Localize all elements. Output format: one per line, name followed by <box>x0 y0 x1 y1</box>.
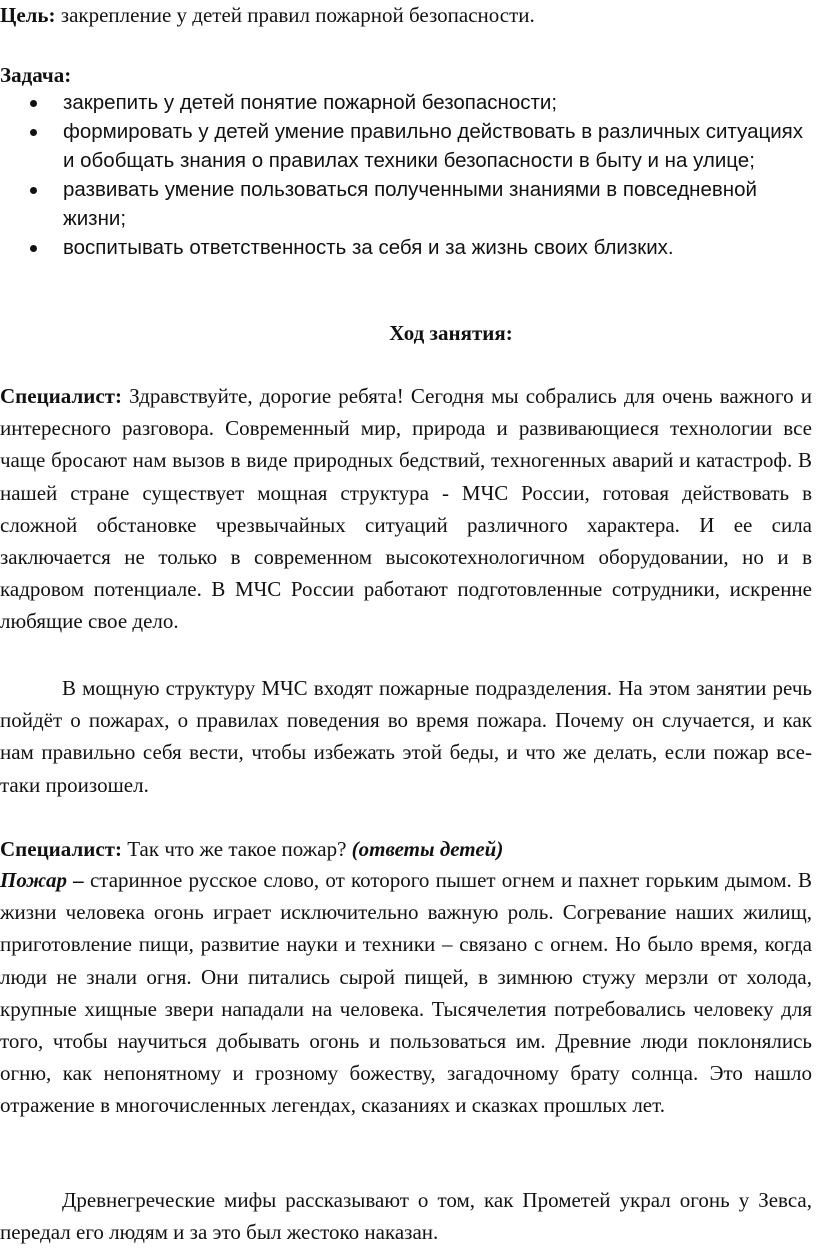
answer-note: (ответы детей) <box>351 837 504 861</box>
bullet-icon <box>30 100 37 107</box>
task-list-item <box>0 233 816 262</box>
paragraph-question <box>0 833 812 865</box>
task-label: Задача: <box>0 63 72 87</box>
speaker-label: Специалист: <box>0 384 122 408</box>
paragraph-fire-definition <box>0 864 812 1122</box>
paragraph-prometheus <box>0 1184 812 1248</box>
paragraph-text <box>0 833 812 865</box>
bullet-icon <box>30 245 37 252</box>
goal-text: закрепление у детей правил пожарной безопасности. <box>55 3 535 27</box>
paragraph-intro <box>0 380 812 638</box>
paragraph-body: В мощную структуру МЧС входят пожарные подразделения. На этом занятии речь пойдёт о пожарах, о правилах поведения во время пожара. Почему он случается, и как нам правильно себя вести, чтобы избежать этой беды, и что же делать, если пожар все-таки произошел. <box>0 676 812 797</box>
paragraph-text <box>0 380 812 638</box>
paragraph-mchs <box>0 672 812 801</box>
task-list <box>0 88 816 262</box>
paragraph-body: Так что же такое пожар? <box>121 837 352 861</box>
bullet-icon <box>30 187 37 194</box>
paragraph-text <box>0 864 812 1122</box>
goal-line <box>0 0 535 30</box>
task-list-item <box>0 88 816 117</box>
course-title: Ход занятия: <box>389 321 513 345</box>
term-label: Пожар – <box>0 868 84 892</box>
section-heading <box>0 318 816 348</box>
goal-label: Цель: <box>0 3 56 27</box>
task-item-text: развивать умение пользоваться полученными знаниями в повседневной жизни; <box>63 178 757 230</box>
task-item-text: закрепить у детей понятие пожарной безопасности; <box>63 91 558 114</box>
paragraph-body: старинное русское слово, от которого пышет огнем и пахнет горьким дымом. В жизни человека огонь играет исключительно важную роль. Согревание наших жилищ, приготовление пищи, развитие науки и техники – связано с огнем. Но было время, когда люди не знали огня. Они питались сырой пищей, в зимнюю стужу мерзли от холода, крупные хищные звери нападали на человека. Тысячелетия потребовались человеку для того, чтобы научиться добывать огонь и пользоваться им. Древние люди поклонялись огню, как непонятному и грозному божеству, загадочному брату солнца. Это нашло отражение в многочисленных легендах, сказаниях и сказках прошлых лет. <box>0 868 813 1118</box>
paragraph-body: Древнегреческие мифы рассказывают о том, как Прометей украл огонь у Зевса, передал его людям и за это был жестоко наказан. <box>0 1188 812 1245</box>
task-list-item <box>0 117 816 175</box>
paragraph-body: Здравствуйте, дорогие ребята! Сегодня мы собрались для очень важного и интересного разговора. Современный мир, природа и развивающиеся технологии все чаще бросают нам вызов в виде природных бедствий, техногенных аварий и катастроф. В нашей стране существует мощная структура - МЧС России, готовая действовать в сложной обстановке чрезвычайных ситуаций различного характера. И ее сила заключается не только в современном высокотехнологичном оборудовании, но и в кадровом потенциале. В МЧС России работают подготовленные сотрудники, искренне любящие свое дело. <box>0 384 812 634</box>
task-item-text: воспитывать ответственность за себя и за жизнь своих близких. <box>63 236 674 259</box>
task-heading <box>0 60 71 90</box>
speaker-label: Специалист: <box>0 837 122 861</box>
task-list-item <box>0 175 816 233</box>
bullet-icon <box>30 129 37 136</box>
task-item-text: формировать у детей умение правильно действовать в различных ситуациях и обобщать знания о правилах техники безопасности в быту и на улице; <box>63 120 804 172</box>
